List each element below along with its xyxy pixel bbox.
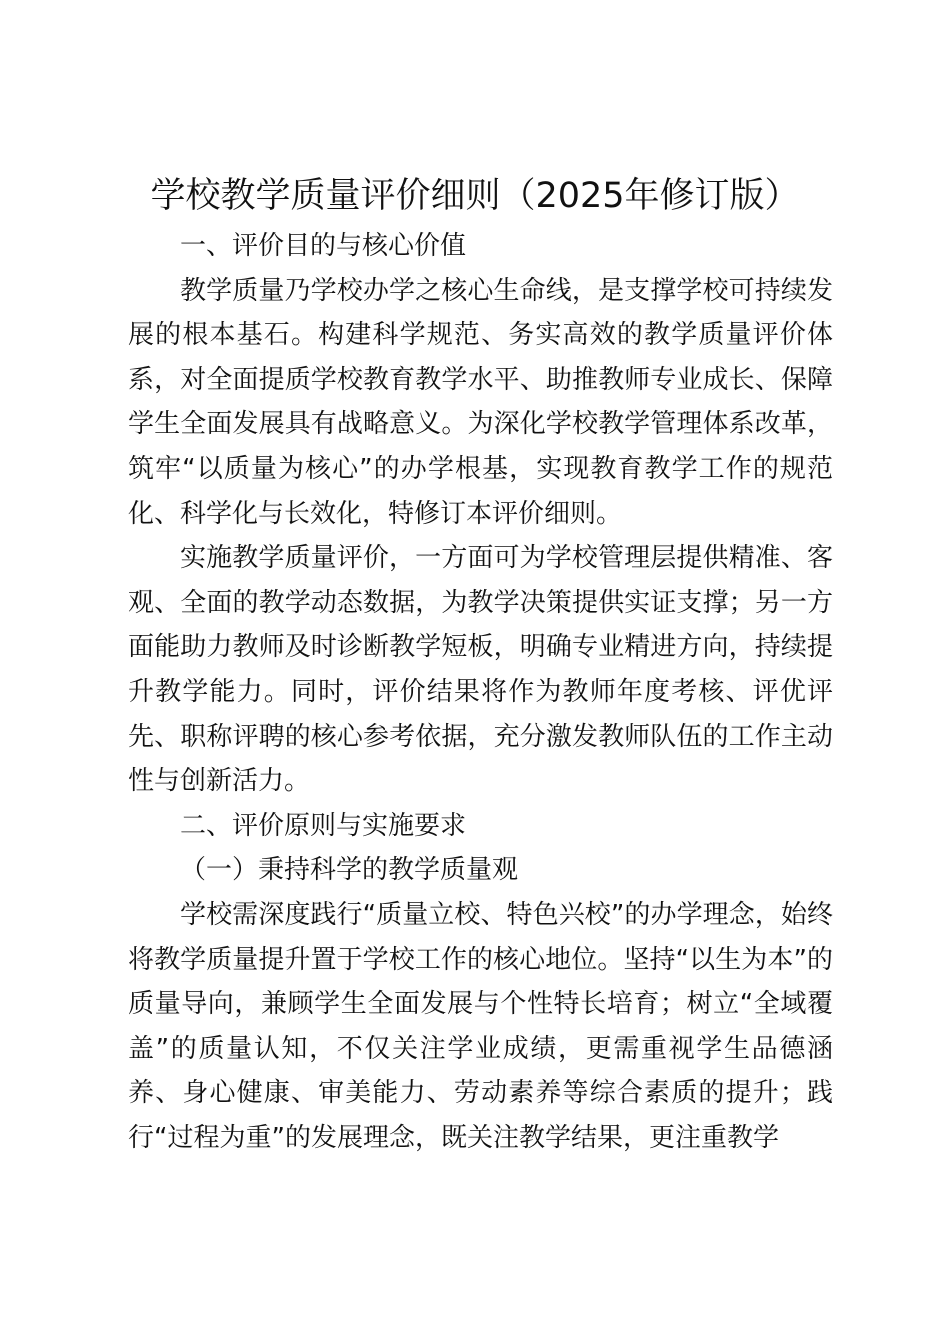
body-paragraph: 教学质量乃学校办学之核心生命线，是支撑学校可持续发展的根本基石。构建科学规范、务实高效的教学质量评价体系，对全面提质学校教育教学水平、助推教师专业成长、保障学生全面发展具有战略意义。为深化学校教学管理体系改革，筑牢“以质量为核心”的办学根基，实现教育教学工作的规范化、科学化与长效化，特修订本评价细则。 bbox=[128, 275, 833, 529]
document-title: 学校教学质量评价细则（2025年修订版） bbox=[150, 176, 800, 216]
section-heading-1: 一、评价目的与核心价值 bbox=[180, 231, 467, 261]
subsection-heading: （一）秉持科学的教学质量观 bbox=[180, 855, 519, 886]
body-paragraph: 实施教学质量评价，一方面可为学校管理层提供精准、客观、全面的教学动态数据，为教学决策提供实证支撑；另一方面能助力教师及时诊断教学短板，明确专业精进方向，持续提升教学能力。同时，评价结果将作为教师年度考核、评优评先、职称评聘的核心参考依据，充分激发教师队伍的工作主动性与创新活力。 bbox=[128, 543, 833, 797]
section-heading-2: 二、评价原则与实施要求 bbox=[180, 810, 467, 841]
body-paragraph: 学校需深度践行“质量立校、特色兴校”的办学理念，始终将教学质量提升置于学校工作的核心地位。坚持“以生为本”的质量导向，兼顾学生全面发展与个性特长培育；树立“全域覆盖”的质量认知，不仅关注学业成绩，更需重视学生品德涵养、身心健康、审美能力、劳动素养等综合素质的提升；践行“过程为重”的发展理念，既关注教学结果，更注重教学 bbox=[128, 899, 833, 1153]
document-body bbox=[128, 224, 833, 1160]
